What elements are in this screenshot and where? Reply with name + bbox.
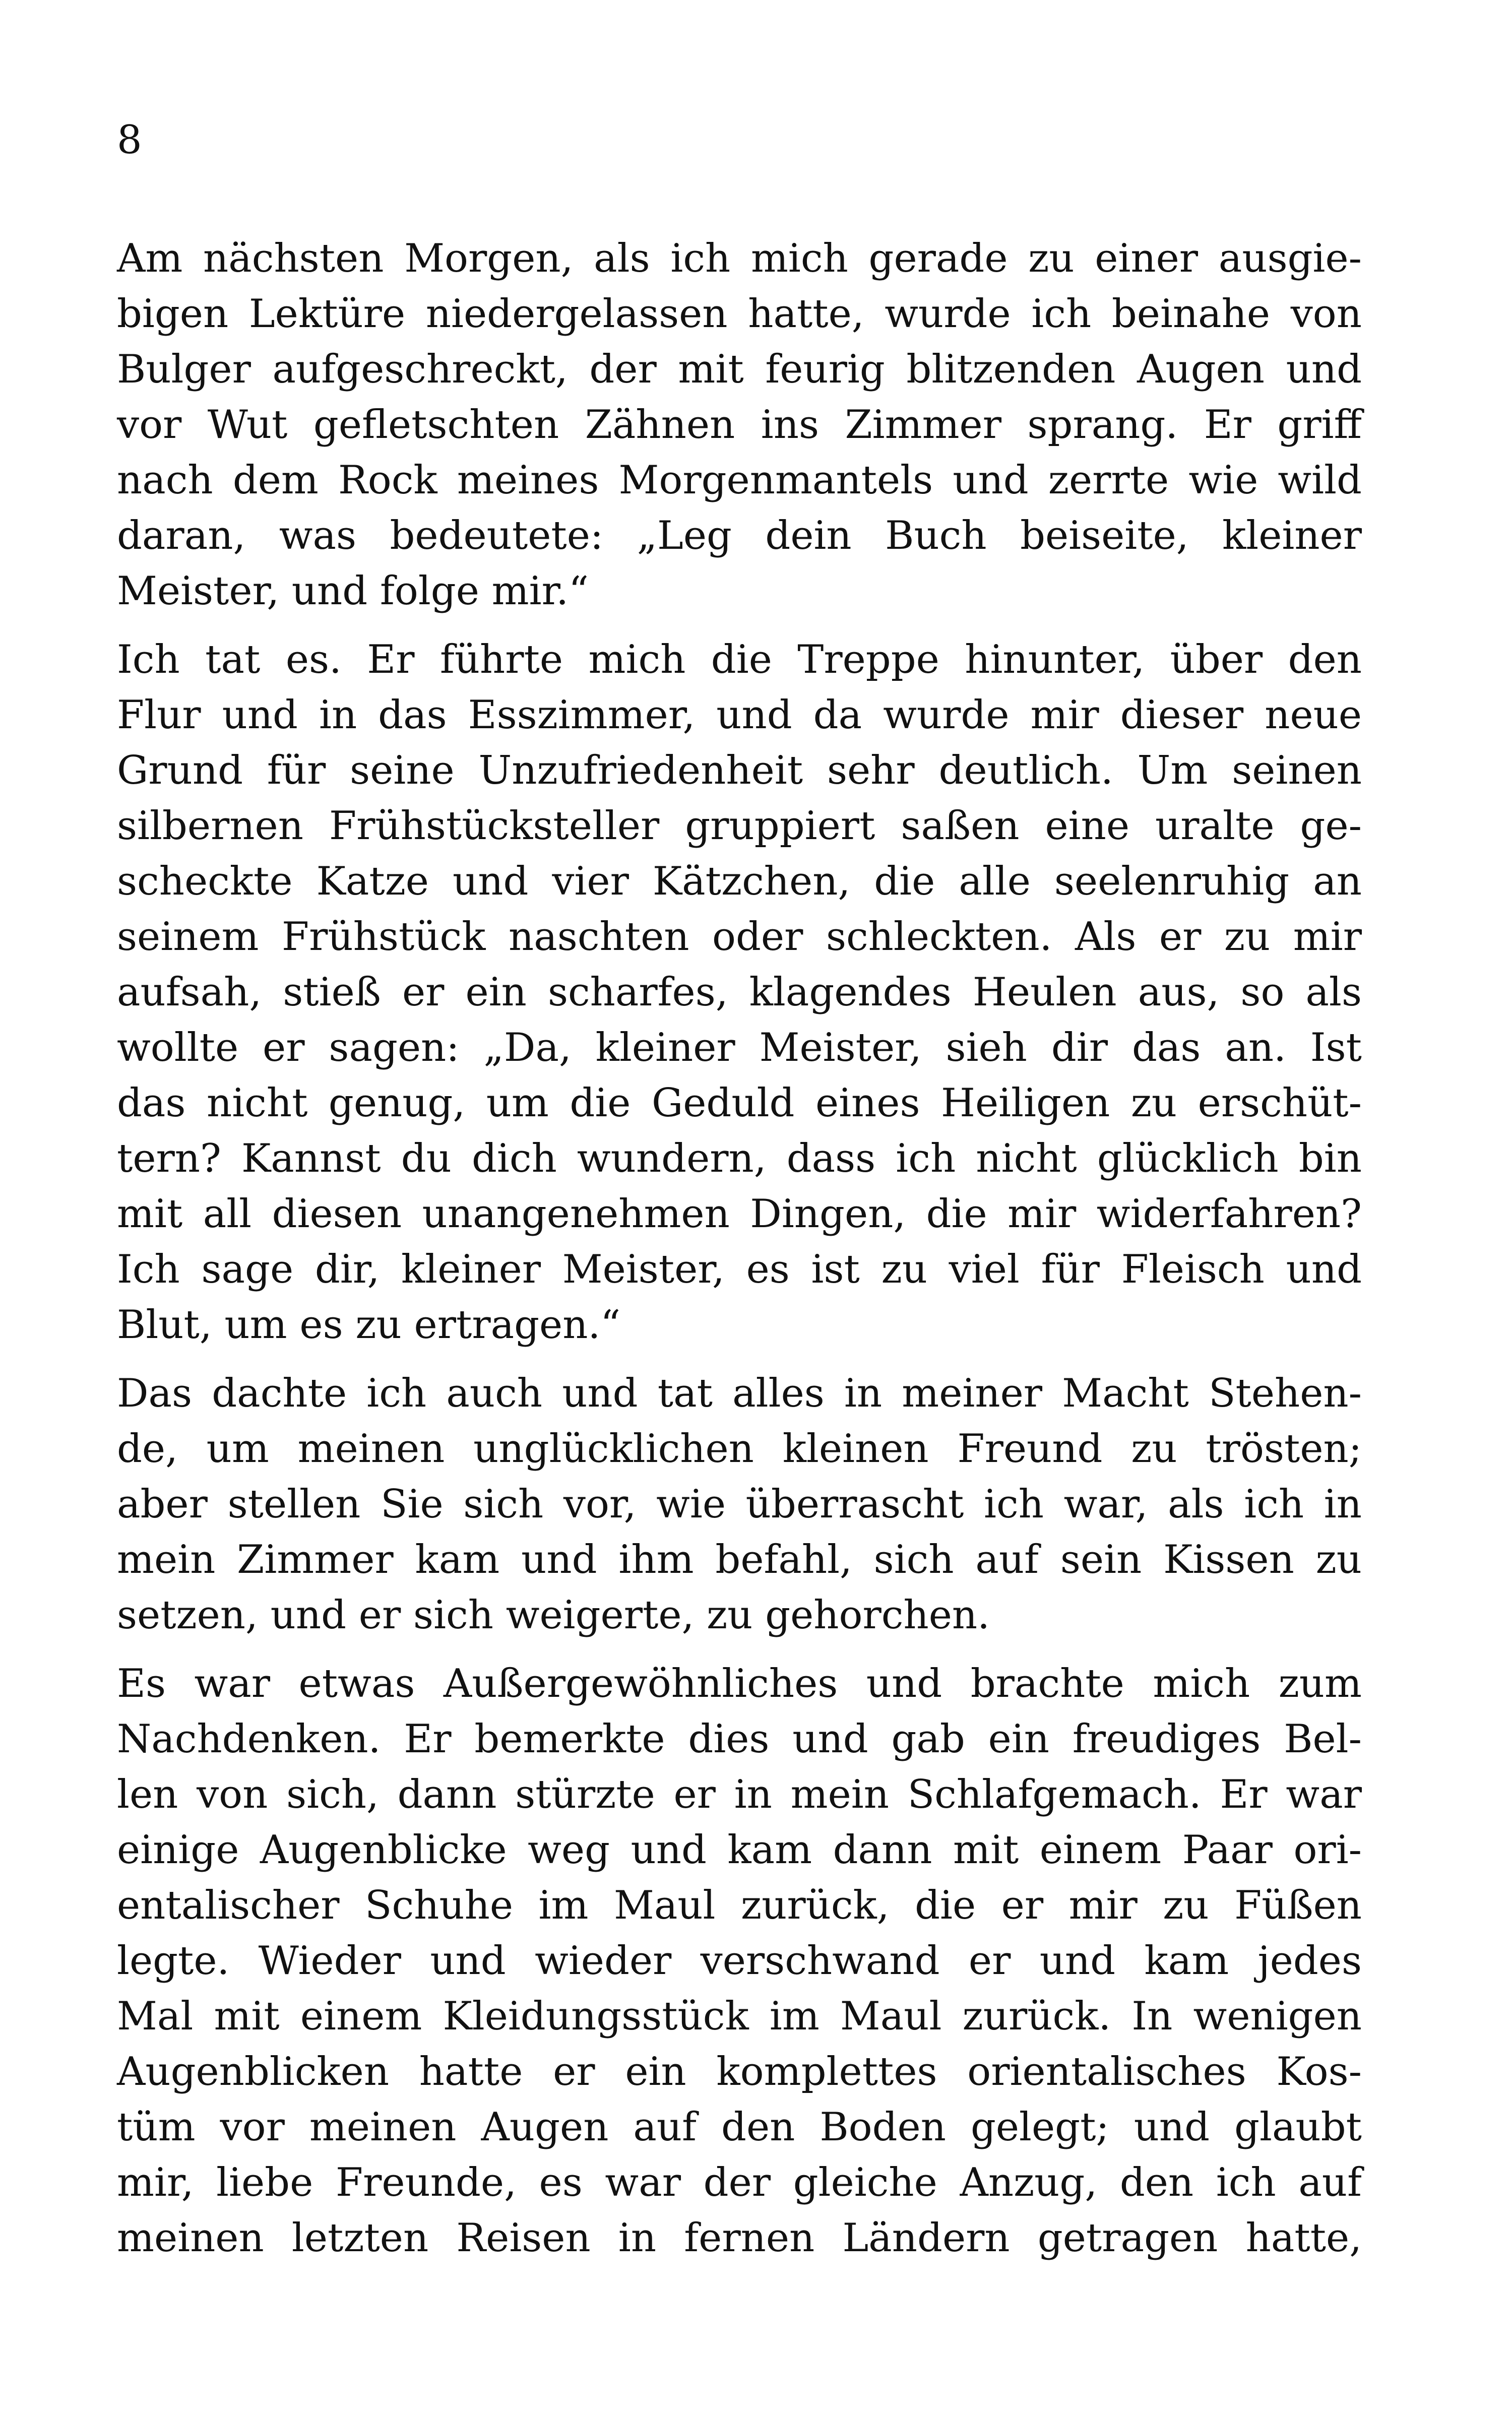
text-line: mein Zimmer kam und ihm befahl, sich auf sein Kissen zu <box>117 1537 1362 1582</box>
text-line: vor Wut gefletschten Zähnen ins Zimmer sprang. Er griff <box>117 402 1362 448</box>
text-line: Grund für seine Unzufriedenheit sehr deutlich. Um seinen <box>117 748 1362 793</box>
text-line: len von sich, dann stürzte er in mein Schlafgemach. Er war <box>117 1772 1362 1817</box>
paragraph <box>117 1656 1362 2266</box>
text-line: Es war etwas Außergewöhnliches und brachte mich zum <box>117 1661 1362 1706</box>
text-line: daran, was bedeutete: „Leg dein Buch beiseite, kleiner <box>117 513 1362 558</box>
text-line: Mal mit einem Kleidungsstück im Maul zurück. In wenigen <box>117 1994 1362 2039</box>
text-line: tern? Kannst du dich wundern, dass ich nicht glücklich bin <box>117 1136 1362 1181</box>
text-line: silbernen Frühstücksteller gruppiert saßen eine uralte ge- <box>117 803 1362 849</box>
text-line: legte. Wieder und wieder verschwand er und kam jedes <box>117 1938 1362 1984</box>
text-line: aber stellen Sie sich vor, wie überrascht ich war, als ich in <box>117 1482 1362 1527</box>
text-line: Das dachte ich auch und tat alles in meiner Macht Stehen- <box>117 1371 1362 1416</box>
text-line: scheckte Katze und vier Kätzchen, die alle seelenruhig an <box>117 859 1362 904</box>
text-line: de, um meinen unglücklichen kleinen Freund zu trösten; <box>117 1426 1362 1472</box>
text-line: mit all diesen unangenehmen Dingen, die mir widerfahren? <box>117 1191 1362 1237</box>
text-line: meinen letzten Reisen in fernen Ländern getragen hatte, <box>117 2215 1362 2261</box>
text-line: setzen, und er sich weigerte, zu gehorchen. <box>117 1593 990 1638</box>
text-line: seinem Frühstück naschten oder schleckten. Als er zu mir <box>117 914 1362 960</box>
text-line: Blut, um es zu ertragen.“ <box>117 1302 621 1348</box>
text-line: aufsah, stieß er ein scharfes, klagendes Heulen aus, so als <box>117 970 1362 1015</box>
text-line: Ich sage dir, kleiner Meister, es ist zu viel für Fleisch und <box>117 1247 1362 1292</box>
text-line: Augenblicken hatte er ein komplettes orientalisches Kos- <box>117 2049 1362 2094</box>
paragraph <box>117 231 1362 619</box>
text-line: Ich tat es. Er führte mich die Treppe hinunter, über den <box>117 637 1362 682</box>
paragraph <box>117 1366 1362 1643</box>
text-line: entalischer Schuhe im Maul zurück, die er mir zu Füßen <box>117 1883 1362 1928</box>
text-line: Am nächsten Morgen, als ich mich gerade zu einer ausgie- <box>117 236 1362 281</box>
text-line: Bulger aufgeschreckt, der mit feurig blitzenden Augen und <box>117 347 1362 392</box>
body-text <box>117 231 1362 2279</box>
text-line: das nicht genug, um die Geduld eines Heiligen zu erschüt- <box>117 1080 1362 1126</box>
text-line: Nachdenken. Er bemerkte dies und gab ein freudiges Bel- <box>117 1716 1362 1762</box>
text-line: Meister, und folge mir.“ <box>117 568 589 614</box>
page-number: 8 <box>117 117 142 163</box>
text-line: tüm vor meinen Augen auf den Boden gelegt; und glaubt <box>117 2105 1362 2150</box>
text-line: Flur und in das Esszimmer, und da wurde mir dieser neue <box>117 692 1362 738</box>
text-line: mir, liebe Freunde, es war der gleiche Anzug, den ich auf <box>117 2160 1362 2205</box>
text-line: einige Augenblicke weg und kam dann mit einem Paar ori- <box>117 1827 1362 1873</box>
text-line: nach dem Rock meines Morgenmantels und zerrte wie wild <box>117 458 1362 503</box>
paragraph <box>117 632 1362 1353</box>
text-line: bigen Lektüre niedergelassen hatte, wurde ich beinahe von <box>117 291 1362 337</box>
text-line: wollte er sagen: „Da, kleiner Meister, sieh dir das an. Ist <box>117 1025 1362 1070</box>
